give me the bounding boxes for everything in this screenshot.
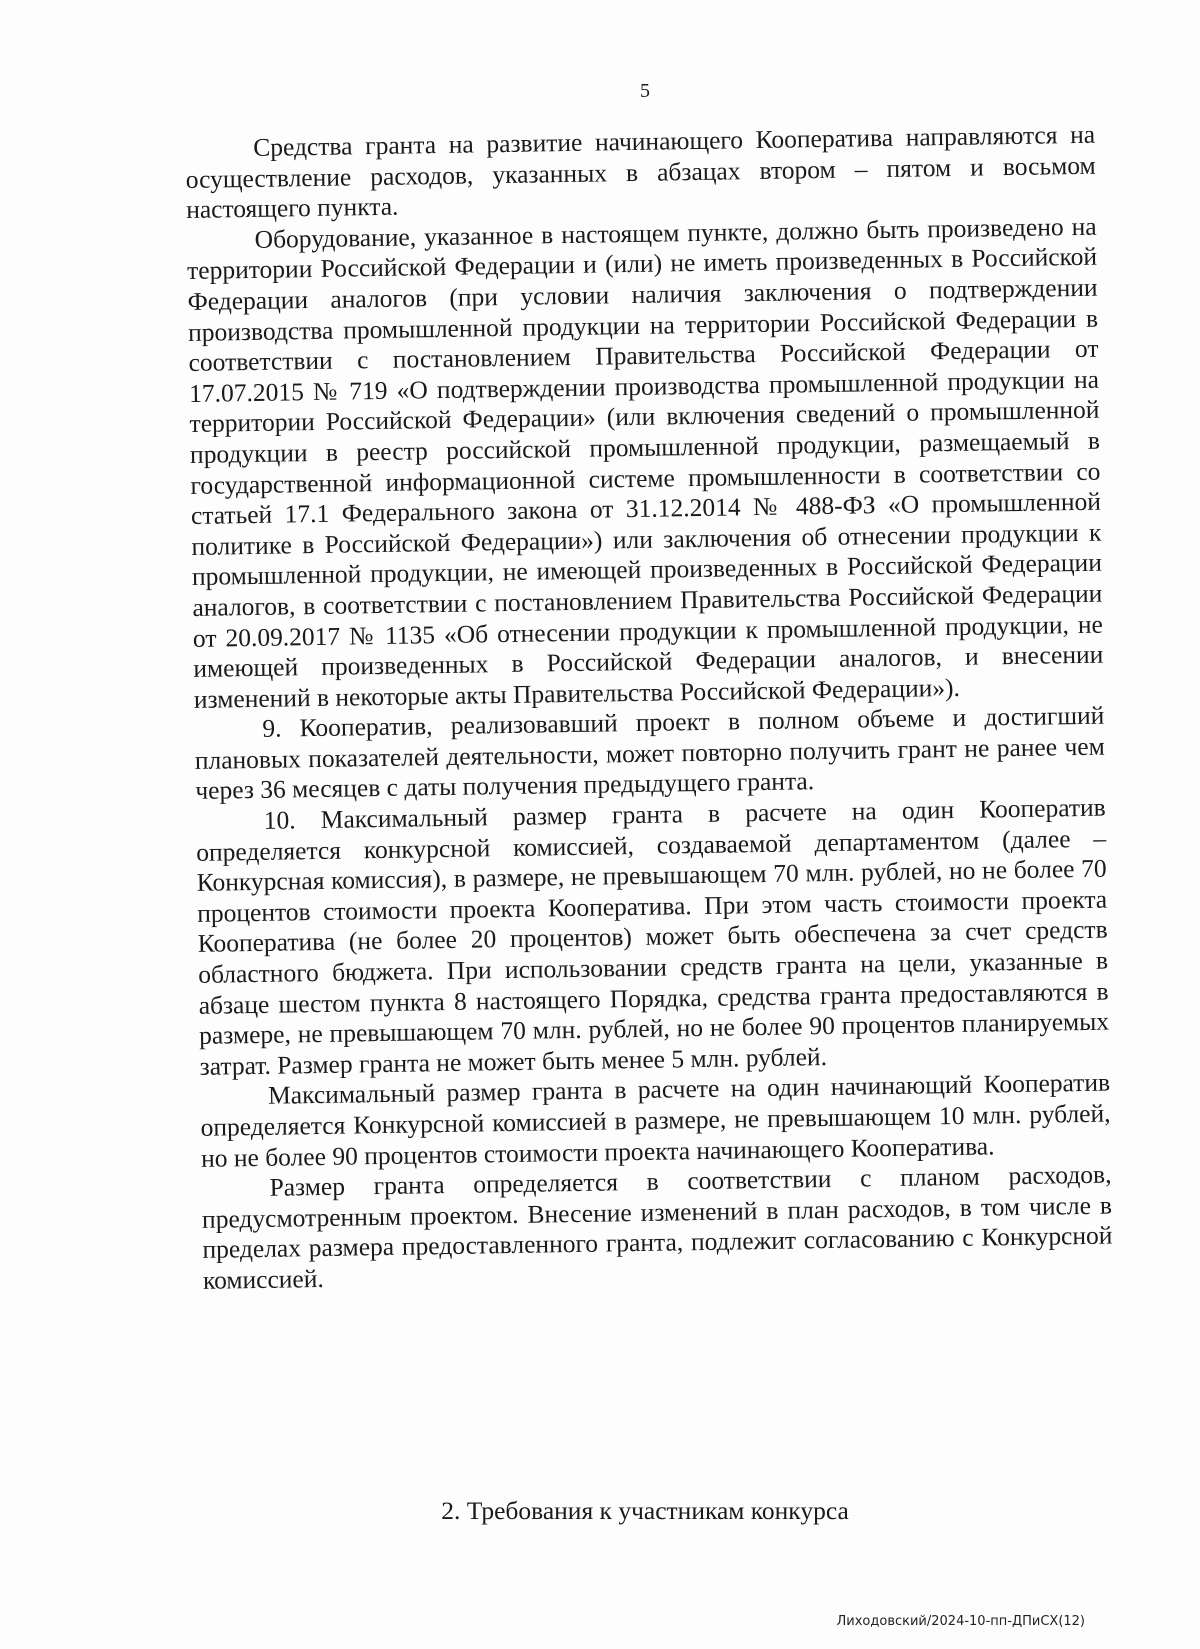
section-heading: 2. Требования к участникам конкурса <box>441 1496 849 1525</box>
paragraph-item-10: 10. Максимальный размер гранта в расчете на один Кооператив определяется конкурсной комиссией, создаваемой департаментом (далее – Конкурсная комиссия), в размере, не превышающем 70 млн. рублей, но не более 70 процентов стоимости проекта Кооператива. При этом часть стоимости проекта Кооператива (не более 20 процентов) может быть обеспечена за счет средств областного бюджета. При использовании средств гранта на цели, указанные в абзаце шестом пункта 8 настоящего Порядка, средства гранта предоставляются в размере, не превышающем 70 млн. рублей, но не более 90 процентов планируемых затрат. Размер гранта не может быть менее 5 млн. рублей. <box>196 792 1110 1081</box>
page-number: 5 <box>640 80 650 102</box>
paragraph-max-grant-beginner: Максимальный размер гранта в расчете на один начинающий Кооператив определяется Конкурсной комиссией в размере, не превышающем 10 млн. рублей, но не более 90 процентов стоимости проекта начинающего Кооператива. <box>200 1067 1111 1173</box>
paragraph-grant-funds-beginner: Средства гранта на развитие начинающего Кооператива направляются на осуществление расходов, указанных в абзацах втором – пятом и восьмом настоящего пункта. <box>185 119 1096 225</box>
paragraph-equipment-origin: Оборудование, указанное в настоящем пункте, должно быть произведено на территории Российской Федерации и (или) не иметь произведенных в Российской Федерации аналогов (при условии наличия заключения о подтверждении производства промышленной продукции на территории Российской Федерации в соответствии с постановлением Правительства Российской Федерации от 17.07.2015 № 719 «О подтверждении производства промышленной продукции на территории Российской Федерации» (или включения сведений о промышленной продукции в реестр российской промышленной продукции, размещаемый в государственной информационной системе промышленности в соответствии со статьей 17.1 Федерального закона от 31.12.2014 № 488-ФЗ «О промышленной политике в Российской Федерации») или заключения об отнесении продукции к промышленной продукции, не имеющей произведенных в Российской Федерации аналогов, в соответствии с постановлением Правительства Российской Федерации от 20.09.2017 № 1135 «Об отнесении продукции к промышленной продукции, не имеющей произведенных в Российской Федерации аналогов, и внесении изменений в некоторые акты Правительства Российской Федерации»). <box>186 211 1104 714</box>
paragraph-grant-size-plan: Размер гранта определяется в соответствии с планом расходов, предусмотренным проектом. Внесение изменений в план расходов, в том числе в пределах размера предоставленного гранта, подлежит согласованию с Конкурсной комиссией. <box>201 1159 1113 1295</box>
document-body <box>185 120 1113 1297</box>
paragraph-item-9: 9. Кооператив, реализовавший проект в полном объеме и достигший плановых показателей деятельности, может повторно получить грант не ранее чем через 36 месяцев с даты получения предыдущего гранта. <box>194 700 1105 806</box>
document-footer-code: Лиходовский/2024-10-пп-ДПиСХ(12) <box>836 1614 1085 1629</box>
